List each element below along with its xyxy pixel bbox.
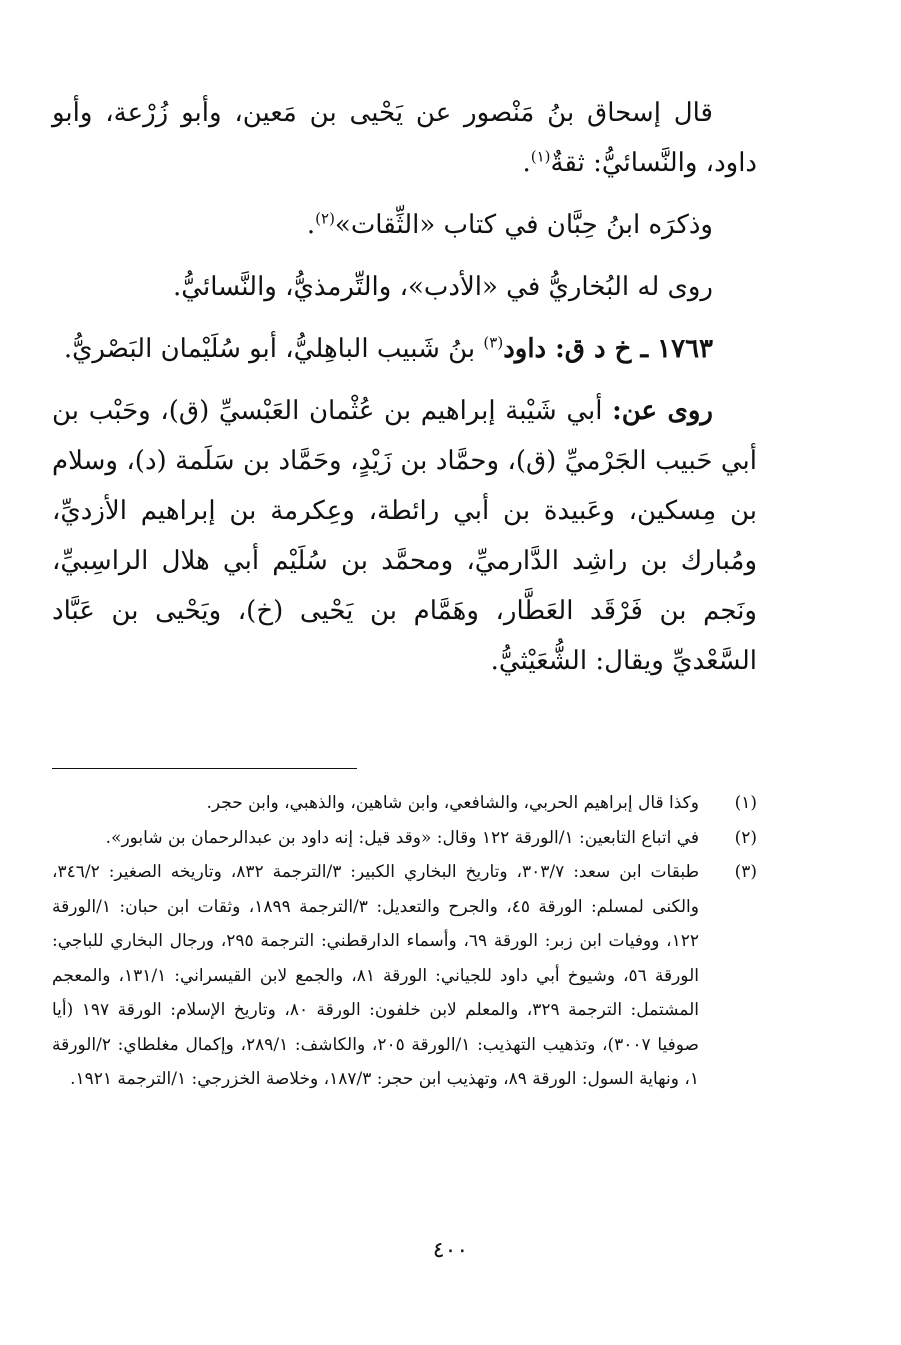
- footnote-3: [52, 855, 757, 1097]
- footnote-ref-2: (٢): [315, 209, 335, 228]
- footnote-1-number: (١): [734, 793, 757, 813]
- footnotes: [52, 786, 757, 1097]
- footnote-2-text: في اتباع التابعين: ١/الورقة ١٢٢ وقال: «وقد قيل: إنه داود بن عبدالرحمان بن شابور».: [105, 827, 699, 848]
- narrators-label: روى عن:: [612, 396, 713, 426]
- footnote-1: [52, 786, 757, 821]
- entry-number: ١٧٦٣ ـ خ د ق: داود: [503, 334, 713, 364]
- footnote-2: [52, 821, 757, 856]
- paragraph-1-text: قال إسحاق بنُ مَنْصور عن يَحْيى بن مَعين، وأبو زُرْعة، وأبو داود، والنَّسائيُّ: ثقةٌ: [52, 98, 757, 178]
- paragraph-2-end: .: [306, 210, 316, 240]
- paragraph-3: روى له البُخاريُّ في «الأدب»، والتِّرمذيُّ، والنَّسائيُّ.: [173, 272, 713, 302]
- narrators-paragraph: [52, 386, 757, 686]
- paragraph-2: [52, 200, 757, 250]
- paragraph-1-end: .: [522, 148, 531, 178]
- footnote-1-text: وكذا قال إبراهيم الحربي، والشافعي، وابن شاهين، والذهبي، وابن حجر.: [206, 793, 699, 813]
- paragraph-2-text: وذكرَه ابنُ حِبَّان في كتاب «الثِّقات»: [334, 210, 713, 240]
- page-body: [52, 88, 757, 1089]
- page-number: ٤٠٠: [432, 1238, 469, 1263]
- entry-heading: [52, 324, 757, 374]
- main-text: [52, 88, 757, 686]
- paragraph-1: [52, 88, 757, 188]
- footnote-3-text: طبقات ابن سعد: ٣٠٣/٧، وتاريخ البخاري الكبير: ٣/الترجمة ٨٣٢، وتاريخه الصغير: ٣٤٦/٢، والكنى لمسلم: الورقة ٤٥، والجرح والتعديل: ٣/الترجمة ١٨٩٩، وثقات ابن حبان: ١/الورقة ١٢٢، ووفيات ابن زبر: الورقة ٦٩، وأسماء الدارقطني: الترجمة ٢٩٥، ورجال البخاري للباجي: الورقة ٥٦، وشيوخ أبي داود للجياني: الورقة ٨١، والجمع لابن القيسراني: ١٣١/١، والمعجم المشتمل: الترجمة ٣٢٩، والمعلم لابن خلفون: الورقة ٨٠، وتاريخ الإسلام: الورقة ١٩٧ (أيا صوفيا ٣٠٠٧)، وتذهيب التهذيب: ١/الورقة ٢٠٥، والكاشف: ٢٨٩/١، وإكمال مغلطاي: ٢/الورقة ١، ونهاية السول: الورقة ٨٩، وتهذيب ابن حجر: ١٨٧/٣، وخلاصة الخزرجي: ١/الترجمة ١٩٢١.: [52, 862, 700, 1089]
- footnote-ref-3: (٣): [483, 333, 504, 352]
- footnote-ref-1: (١): [530, 147, 551, 166]
- footnote-3-number: (٣): [734, 862, 757, 882]
- narrators-text: أبي شَيْبة إبراهيم بن عُثْمان العَبْسيِّ (ق)، وحَبْب بن أبي حَبيب الجَرْميِّ (ق)، وحمَّاد بن زَيْدٍ، وحَمَّاد بن سَلَمة (د)، وسلام بن مِسكين، وعَبيدة بن أبي رائطة، وعِكرمة بن إبراهيم الأزديِّ، ومُبارك بن راشِد الدَّارميِّ، ومحمَّد بن سُلَيْم أبي هلال الراسِبيِّ، ونَجم بن فَرْقَد العَطَّار، وهَمَّام بن يَحْيى (خ)، ويَحْيى بن عَبَّاد السَّعْديِّ ويقال: الشُّعَيْثيُّ.: [52, 396, 757, 676]
- footnote-divider: [52, 768, 357, 769]
- footnote-2-number: (٢): [734, 827, 757, 848]
- entry-name: بنُ شَبيب الباهِليُّ، أبو سُلَيْمان البَصْريُّ.: [63, 334, 484, 364]
